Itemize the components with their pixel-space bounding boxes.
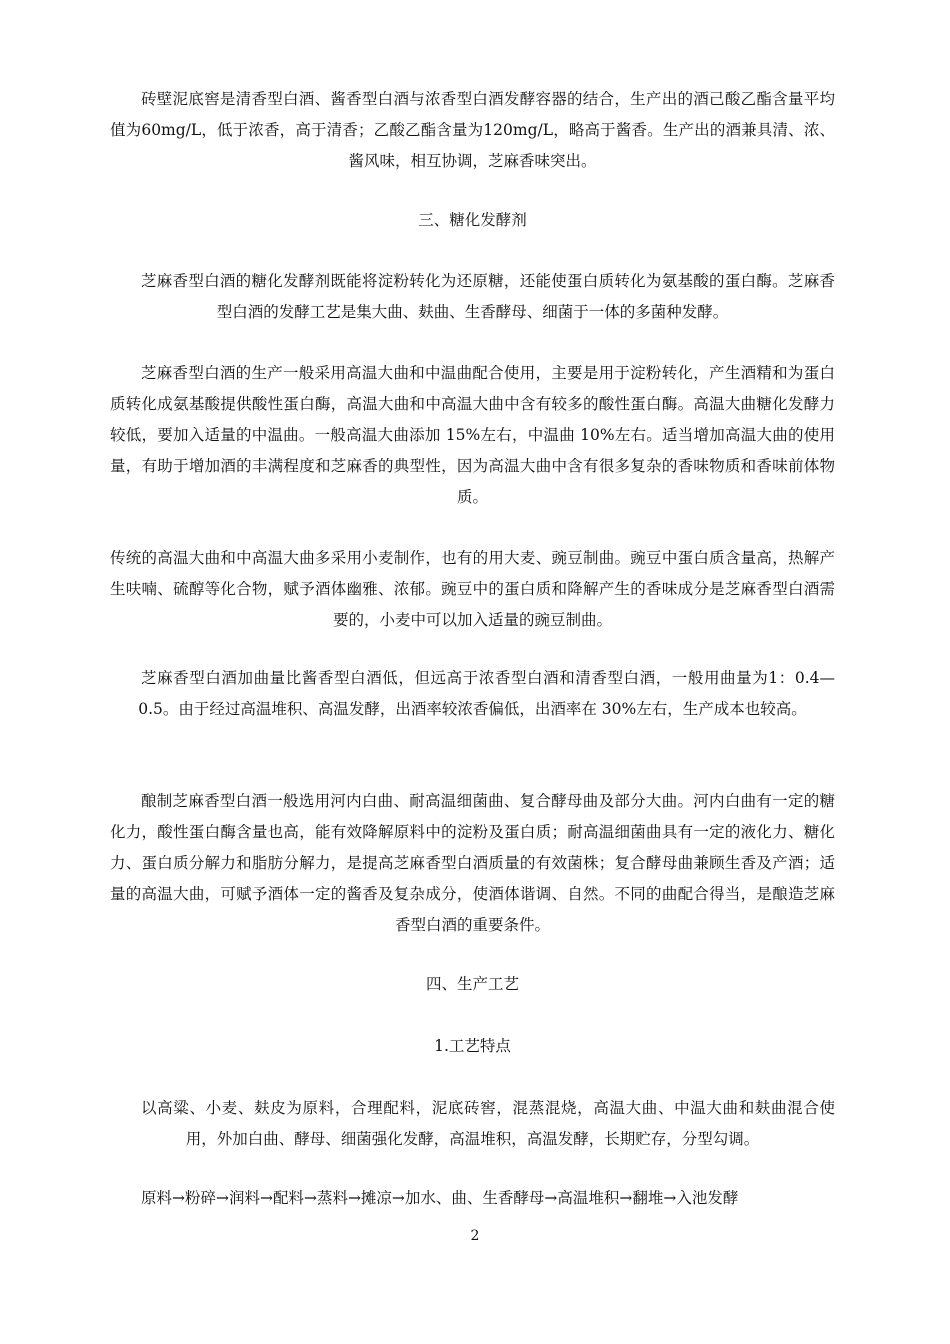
section-heading-production-process: 四、生产工艺 <box>425 975 519 993</box>
subsection-heading-process-features: 1.工艺特点 <box>434 1037 511 1055</box>
section-heading-saccharification: 三、糖化发酵剂 <box>418 211 527 229</box>
paragraph-process-flow: 原料→粉碎→润料→配料→蒸料→摊凉→加水、曲、生香酵母→高温堆积→翻堆→入池发酵 <box>141 1189 739 1207</box>
paragraph-traditional-daqu: 传统的高温大曲和中高温大曲多采用小麦制作，也有的用大麦、豌豆制曲。豌豆中蛋白质含量高，热解产生呋喃、硫醇等化合物，赋予酒体幽雅、浓郁。豌豆中的蛋白质和降解产生的香味成分是芝麻香型白酒需要的，小麦中可以加入适量的豌豆制曲。 <box>110 549 835 629</box>
paragraph-qu-ratio: 芝麻香型白酒加曲量比酱香型白酒低，但远高于浓香型白酒和清香型白酒，一般用曲量为1：0.4—0.5。由于经过高温堆积、高温发酵，出酒率较浓香偏低，出酒率在 30%左右，生产成本也较高。 <box>138 669 835 718</box>
paragraph-high-temp-daqu: 芝麻香型白酒的生产一般采用高温大曲和中温曲配合使用，主要是用于淀粉转化，产生酒精和为蛋白质转化成氨基酸提供酸性蛋白酶，高温大曲和中高温大曲中含有较多的酸性蛋白酶。高温大曲糖化发酵力较低，要加入适量的中温曲。一般高温大曲添加 15%左右，中温曲 10%左右。适当增加高温大曲的使用量，有助于增加酒的丰满程度和芝麻香的典型性，因为高温大曲中含有很多复杂的香味物质和香味前体物质。 <box>110 364 835 506</box>
page-number: 2 <box>470 1228 480 1244</box>
paragraph-qu-selection: 酿制芝麻香型白酒一般选用河内白曲、耐高温细菌曲、复合酵母曲及部分大曲。河内白曲有一定的糖化力，酸性蛋白酶含量也高，能有效降解原料中的淀粉及蛋白质；耐高温细菌曲具有一定的液化力、糖化力、蛋白质分解力和脂肪分解力，是提高芝麻香型白酒质量的有效菌株；复合酵母曲兼顾生香及产酒；适量的高温大曲，可赋予酒体一定的酱香及复杂成分，使酒体谐调、自然。不同的曲配合得当，是酿造芝麻香型白酒的重要条件。 <box>110 792 835 934</box>
paragraph-saccharification-agent: 芝麻香型白酒的糖化发酵剂既能将淀粉转化为还原糖，还能使蛋白质转化为氨基酸的蛋白酶。芝麻香型白酒的发酵工艺是集大曲、麸曲、生香酵母、细菌于一体的多菌种发酵。 <box>141 272 835 321</box>
paragraph-brick-cellar: 砖壁泥底窖是清香型白酒、酱香型白酒与浓香型白酒发酵容器的结合，生产出的酒己酸乙酯含量平均值为60mg/L，低于浓香，高于清香；乙酸乙酯含量为120mg/L，略高于酱香。生产出的酒兼具清、浓、酱风味，相互协调，芝麻香味突出。 <box>110 90 835 170</box>
paragraph-process-features: 以高粱、小麦、麸皮为原料，合理配料，泥底砖窖，混蒸混烧，高温大曲、中温大曲和麸曲混合使用，外加白曲、酵母、细菌强化发酵，高温堆积，高温发酵，长期贮存，分型勾调。 <box>141 1099 835 1148</box>
